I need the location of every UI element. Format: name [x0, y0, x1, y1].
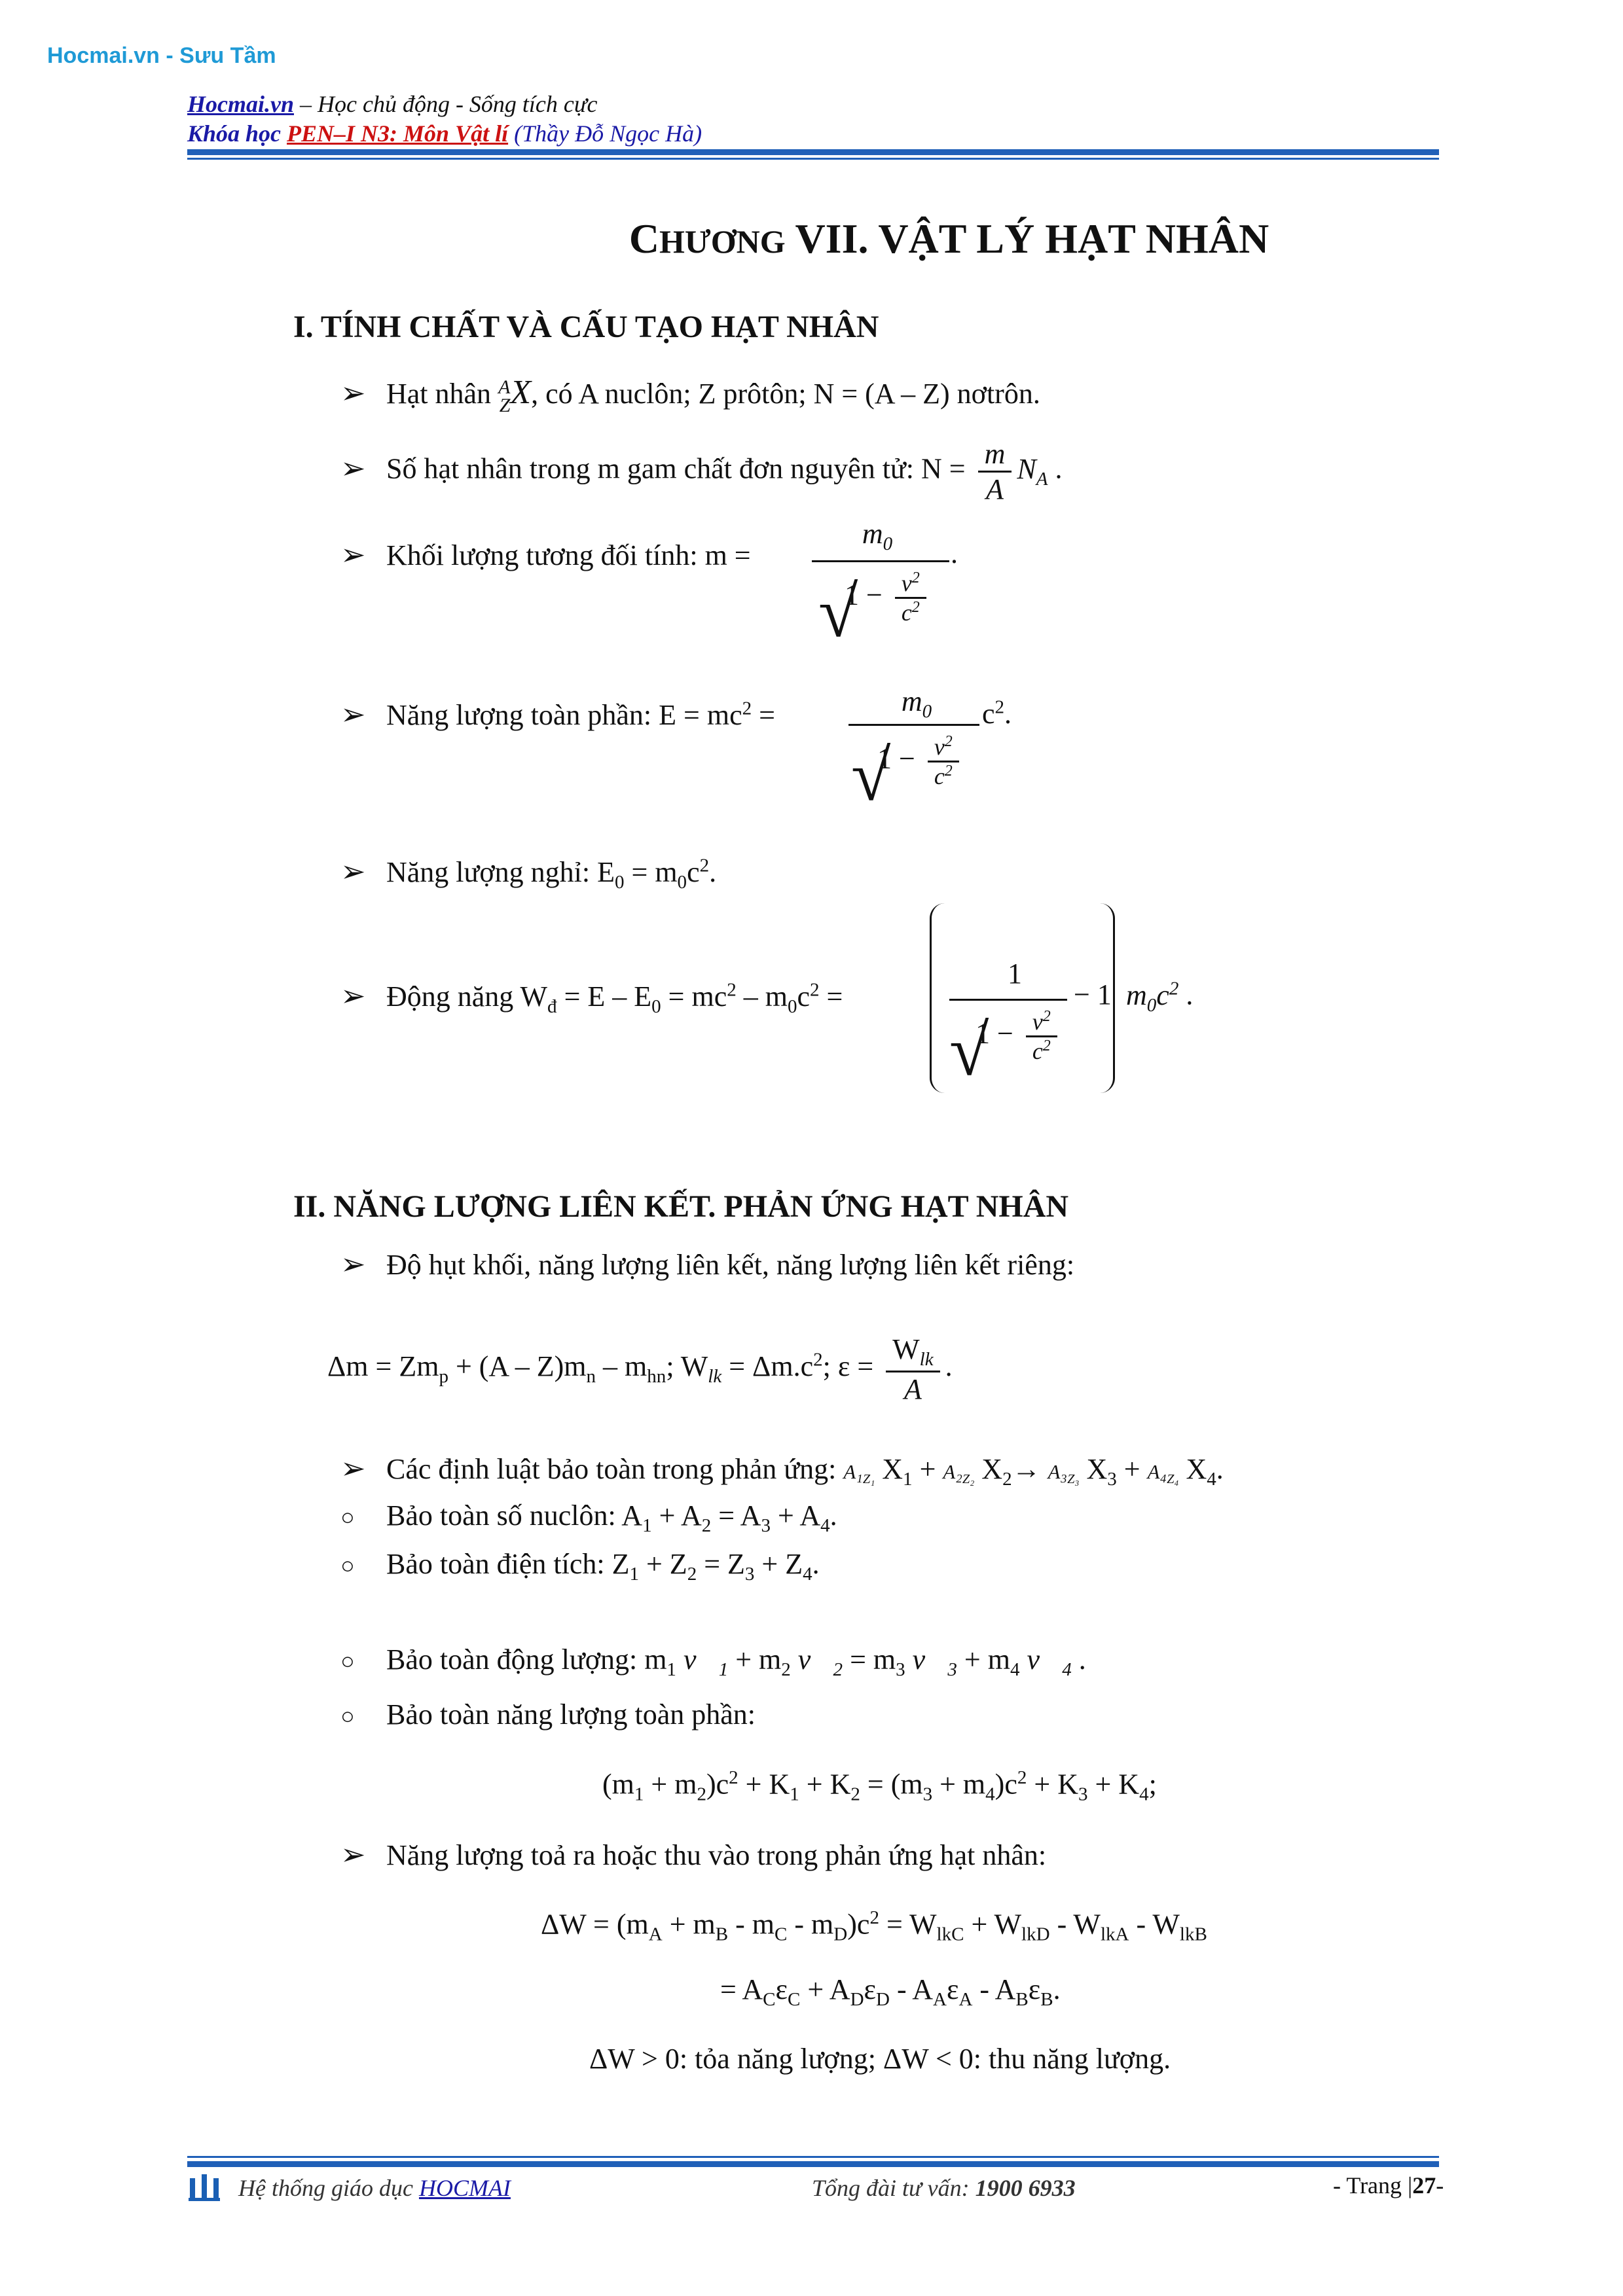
m0c2: $m_0c^2$ .: [1126, 978, 1194, 1016]
law-energy: ○ Bảo toàn năng lượng toàn phần:: [340, 1698, 756, 1731]
section-1-heading: I. TÍNH CHẤT VÀ CẤU TẠO HẠT NHÂN: [293, 310, 879, 344]
right-paren: [1100, 903, 1115, 1093]
kinetic-numerator: 1: [1008, 958, 1022, 990]
relativistic-mass: ➢ Khối lượng tương đối tính: m =: [340, 538, 751, 571]
footer-system: Hệ thống giáo dục HOCMAI: [238, 2175, 511, 2201]
chapter-title: CHƯƠNG VII. VẬT LÝ HẠT NHÂN: [629, 215, 1269, 262]
bullet-arrow-icon: ➢: [340, 855, 366, 888]
total-energy: ➢ Năng lượng toàn phần: $E = mc^2$ =: [340, 698, 775, 731]
header-rule: [187, 149, 1439, 155]
rest-energy: ➢ Năng lượng nghỉ: $E_0 = m_0c^2$.: [340, 855, 717, 893]
footer-rule: [187, 2161, 1439, 2167]
law-momentum: ○ Bảo toàn động lượng: $m_1$ $v⃗_1 + m_2$ $v⃗_2 = m_3$ $v⃗_3 + m_4$ $v⃗_4$ .: [340, 1643, 1086, 1680]
slogan: – Học chủ động - Sống tích cực: [293, 91, 598, 117]
source-tag: Hocmai.vn - Sưu Tầm: [47, 43, 276, 68]
total-energy-numerator: $m_0$: [901, 685, 932, 722]
section-2-heading: II. NĂNG LƯỢNG LIÊN KẾT. PHẢN ỨNG HẠT NHÂN: [293, 1189, 1069, 1224]
hocmai-logo-icon: [189, 2173, 220, 2202]
total-energy-denominator: √ 1 − $\frac{v^2}{c^2}$: [851, 733, 964, 790]
conservation-laws: ➢ Các định luật bảo toàn trong phản ứng: $A_1_{Z_1}$ $X_1 + A_2_{Z_2}$ $X_2\to A_3_{Z_3}$ $X_3 + A_4_{Z_4}$ $X_4$.: [340, 1452, 1224, 1490]
page-number: - Trang |27-: [1333, 2172, 1444, 2198]
fraction-bar: [812, 560, 949, 562]
bullet-arrow-icon: ➢: [340, 376, 366, 410]
energy-conservation-formula: $(m_1 + m_2)c^2 + K_1 + K_2 = (m_3 + m_4)c^2 + K_3 + K_4$;: [602, 1767, 1157, 1805]
course-prefix: Khóa học: [187, 120, 287, 147]
bullet-arrow-icon: ➢: [340, 451, 366, 485]
circle-bullet-icon: ○: [340, 1648, 355, 1674]
left-paren: [930, 903, 945, 1093]
bullet-arrow-icon: ➢: [340, 979, 366, 1013]
nucleus-composition: ➢ Hạt nhân A Z X, có A nuclôn; Z prôtôn; N = (A – Z) nơtrôn.: [340, 374, 1040, 416]
relativistic-mass-fraction: $m_0$: [862, 518, 893, 554]
bullet-arrow-icon: ➢: [340, 1452, 366, 1485]
nucleus-count: ➢ Số hạt nhân trong m gam chất đơn nguyên tử: N = $\frac{m}{A}$ $N_A$ .: [340, 438, 1063, 505]
law-nucleon: ○ Bảo toàn số nuclôn: $A_1 + A_2 = A_3 + A_4$.: [340, 1499, 837, 1536]
teacher-name: (Thầy Đỗ Ngọc Hà): [508, 120, 702, 147]
bullet-arrow-icon: ➢: [340, 538, 366, 571]
kinetic-denominator: √ 1 − $\frac{v^2}{c^2}$: [949, 1008, 1063, 1065]
circle-bullet-icon: ○: [340, 1703, 355, 1729]
bullet-arrow-icon: ➢: [340, 698, 366, 731]
bullet-arrow-icon: ➢: [340, 1838, 366, 1871]
footer-rule-thin: [187, 2156, 1439, 2158]
site-link[interactable]: Hocmai.vn: [187, 91, 294, 117]
course-name[interactable]: PEN–I N3: Môn Vật lí: [287, 120, 509, 147]
bullet-arrow-icon: ➢: [340, 1247, 366, 1281]
header-line-1: [187, 90, 598, 118]
kinetic-energy: ➢ Động năng $W_đ = E - E_0 = mc^2 - m_0c^2$ =: [340, 979, 843, 1017]
header-line-2: [187, 120, 702, 147]
circle-bullet-icon: ○: [340, 1504, 355, 1530]
relativistic-mass-denominator: √ 1 − $\frac{v^2}{c^2}$: [818, 569, 932, 626]
law-charge: ○ Bảo toàn điện tích: $Z_1 + Z_2 = Z_3 + Z_4$.: [340, 1548, 820, 1585]
reaction-energy-conclusion: ΔW > 0: tỏa năng lượng; ΔW < 0: thu năng lượng.: [589, 2043, 1171, 2075]
c-squared: $c^2$.: [982, 696, 1012, 730]
mass-defect-intro: ➢ Độ hụt khối, năng lượng liên kết, năng lượng liên kết riêng:: [340, 1247, 1075, 1281]
mass-defect-formula: $\Delta m = Zm_p + (A - Z)m_n - m_{hn}$; $W_{lk} = \Delta m.c^2$; ε = $\frac{W_{lk}}{A}$ .: [327, 1333, 953, 1405]
period: .: [951, 537, 958, 569]
header-rule-thin: [187, 158, 1439, 160]
fraction-bar: [949, 999, 1067, 1001]
reaction-energy-formula-2: = $A_C\varepsilon_C + A_D\varepsilon_D - A_A\varepsilon_A - A_B\varepsilon_B$.: [720, 1973, 1061, 2010]
reaction-energy-intro: ➢ Năng lượng toả ra hoặc thu vào trong phản ứng hạt nhân:: [340, 1838, 1047, 1871]
minus-one: − 1: [1074, 978, 1112, 1011]
reaction-energy-formula-1: $\Delta W = (m_A + m_B - m_C - m_D)c^2 = W_{lkC} + W_{lkD} - W_{lkA} - W_{lkB}$: [541, 1907, 1207, 1945]
fraction-bar: [848, 724, 979, 726]
circle-bullet-icon: ○: [340, 1552, 355, 1579]
footer-hotline: Tổng đài tư vấn: 1900 6933: [812, 2175, 1076, 2201]
footer-hocmai-link[interactable]: HOCMAI: [418, 2175, 511, 2201]
